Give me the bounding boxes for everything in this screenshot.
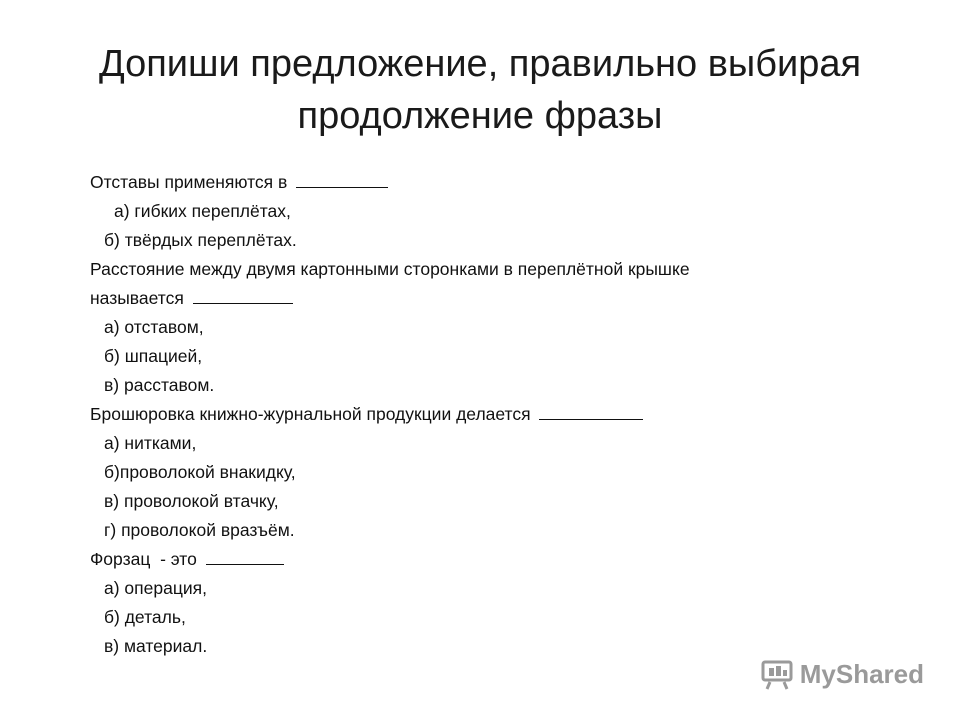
question-3-text: Брошюровка книжно-журнальной продукции делается xyxy=(90,404,531,424)
question-list xyxy=(90,168,890,661)
answer-blank-2 xyxy=(193,285,293,304)
question-4-text: Форзац - это xyxy=(90,549,197,569)
title-line-1: Допиши предложение, правильно выбирая xyxy=(98,43,862,85)
option-3d: г) проволокой вразъём. xyxy=(104,520,295,540)
question-4 xyxy=(90,545,890,574)
question-2-line-2 xyxy=(90,284,890,313)
option-3b: б)проволокой внакидку, xyxy=(104,462,296,482)
question-1-text: Отставы применяются в xyxy=(90,172,288,192)
option-3a: а) нитками, xyxy=(104,433,197,453)
option-1b: б) твёрдых переплётах. xyxy=(104,230,297,250)
answer-blank-4 xyxy=(206,546,284,565)
question-2-text: называется xyxy=(90,288,184,308)
watermark-text: MyShared xyxy=(799,659,924,689)
option-3c: в) проволокой втачку, xyxy=(104,491,279,511)
slide-title xyxy=(0,38,960,142)
question-1 xyxy=(90,168,890,197)
question-2-line-1: Расстояние между двумя картонными сторонками в переплётной крышке xyxy=(90,259,690,279)
question-3 xyxy=(90,400,890,429)
option-2a: а) отставом, xyxy=(104,317,204,337)
option-4a: а) операция, xyxy=(104,578,207,598)
myshared-watermark xyxy=(760,659,924,690)
option-2b: б) шпацией, xyxy=(104,346,203,366)
option-1a: а) гибких переплётах, xyxy=(114,201,291,221)
title-line-2: продолжение фразы xyxy=(297,95,663,137)
presentation-board-icon xyxy=(760,660,794,690)
option-4c: в) материал. xyxy=(104,636,208,656)
answer-blank-1 xyxy=(296,169,388,188)
option-4b: б) деталь, xyxy=(104,607,186,627)
option-2c: в) расставом. xyxy=(104,375,215,395)
answer-blank-3 xyxy=(539,401,643,420)
